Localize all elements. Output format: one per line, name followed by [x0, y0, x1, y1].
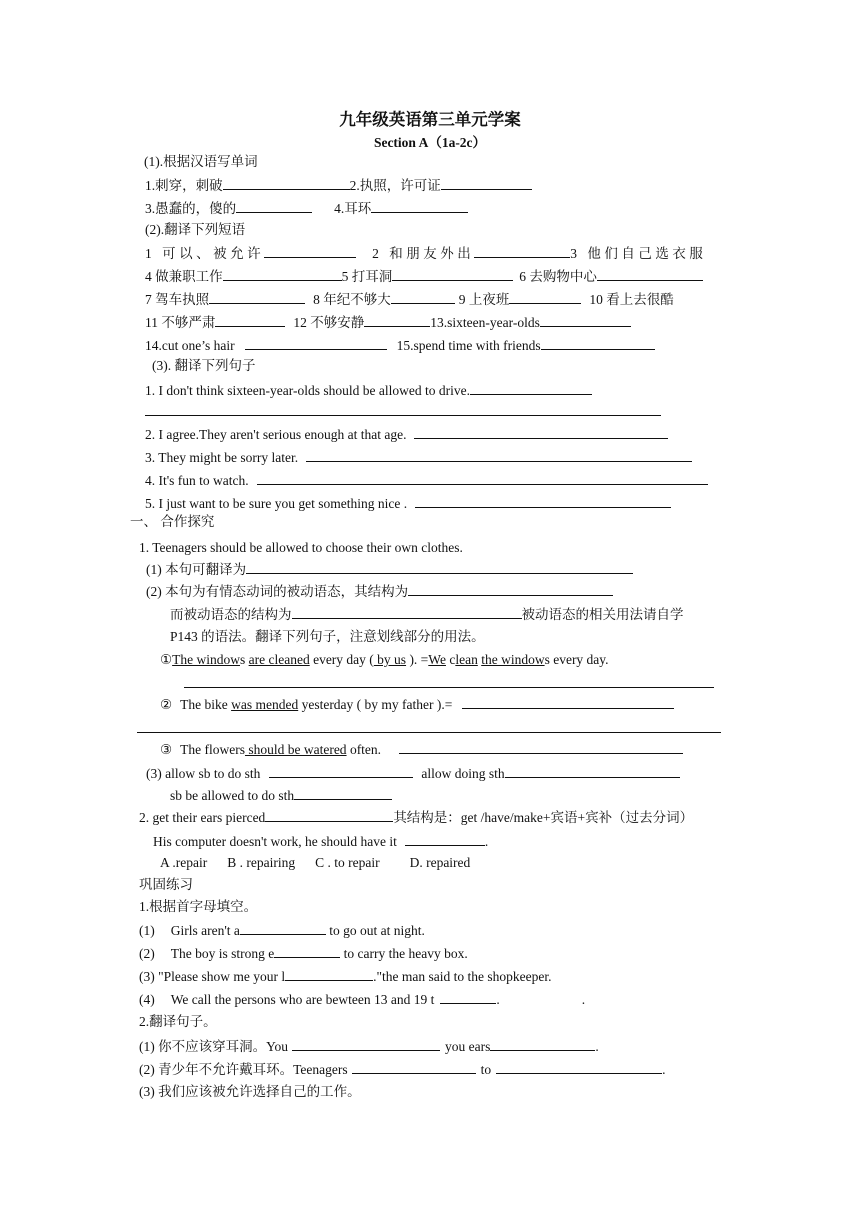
example-1-we: We	[428, 652, 446, 667]
page-title: 九年级英语第三单元学案	[339, 110, 521, 129]
page-subtitle: Section A（1a-2c）	[373, 135, 487, 150]
option-a[interactable]: A .repair	[160, 855, 208, 870]
example-1	[160, 651, 609, 669]
item-2-blank[interactable]	[265, 808, 393, 822]
phrase-7-label: 7 驾车执照	[145, 292, 210, 307]
fill-2-number: (2)	[139, 946, 155, 961]
phrase-row-4	[145, 313, 631, 332]
example-2-text-a: The bike	[180, 697, 232, 712]
sentence-1-answer-line[interactable]	[145, 415, 661, 416]
phrase-row-5	[145, 336, 655, 355]
word-1-label: 1.刺穿，刺破	[145, 178, 223, 193]
sentence-2	[145, 425, 668, 444]
example-2-answer-line[interactable]	[137, 732, 721, 733]
phrase-13-blank[interactable]	[540, 313, 631, 327]
phrase-6-label: 6 去购物中心	[519, 269, 597, 284]
sentence-4	[145, 471, 708, 490]
choice-question	[153, 832, 488, 851]
phrase-row-3	[145, 290, 674, 309]
phrase-14-blank[interactable]	[245, 336, 387, 350]
phrase-9-label: 9 上夜班	[458, 292, 510, 307]
fill-2-text-b: to carry the heavy box.	[340, 946, 468, 961]
example-1-subject: The window	[172, 652, 240, 667]
fill-1-blank[interactable]	[240, 921, 326, 935]
explore-heading: 一、 合作探究	[130, 514, 215, 529]
word-3-blank[interactable]	[236, 199, 312, 213]
word-2-blank[interactable]	[441, 176, 532, 190]
phrase-1-label: 1 可以、被允许	[145, 246, 265, 261]
phrase-9-blank[interactable]	[509, 290, 581, 304]
word-3-label: 3.愚蠢的，傻的	[145, 201, 237, 216]
sentence-1-blank[interactable]	[470, 381, 592, 395]
item-2-text-a: 2. get their ears pierced	[139, 810, 266, 825]
sentence-4-text: 4. It's fun to watch.	[145, 473, 249, 488]
example-1-verb: are cleaned	[248, 652, 310, 667]
fill-1-text-a: Girls aren't a	[170, 923, 240, 938]
fill-4-text-b: .	[496, 992, 500, 1007]
phrase-13-label: 13.sixteen-year-olds	[430, 315, 540, 330]
translate-1-blank-b[interactable]	[490, 1037, 595, 1051]
phrase-8-blank[interactable]	[391, 290, 455, 304]
sentence-2-blank[interactable]	[414, 425, 668, 439]
translate-1-text-b: you ears	[445, 1039, 491, 1054]
passive-b-text: 被动语态的相关用法请自学	[521, 607, 684, 622]
translate-2-end: .	[662, 1062, 666, 1077]
allow-3-text: sb be allowed to do sth	[170, 788, 295, 803]
fill-3-blank[interactable]	[285, 967, 373, 981]
sentence-3-blank[interactable]	[306, 448, 692, 462]
passive-structure-blank[interactable]	[292, 605, 522, 619]
phrase-row-1	[145, 244, 706, 263]
allow-2-blank[interactable]	[505, 764, 680, 778]
phrase-10-label: 10 看上去很酷	[589, 292, 674, 307]
practice-sub-1: 1.根据首字母填空。	[139, 899, 258, 914]
translate-3: (3) 我们应该被允许选择自己的工作。	[139, 1084, 361, 1099]
example-2	[160, 695, 674, 714]
word-4-blank[interactable]	[371, 199, 468, 213]
allow-3-blank[interactable]	[294, 786, 392, 800]
phrase-11-label: 11 不够严肃	[145, 315, 216, 330]
example-1-number: ①	[160, 652, 173, 667]
phrase-15-blank[interactable]	[541, 336, 655, 350]
example-2-blank[interactable]	[462, 695, 674, 709]
choice-question-blank[interactable]	[405, 832, 485, 846]
fill-1-text-b: to go out at night.	[325, 923, 425, 938]
example-1-clean: lean	[455, 652, 478, 667]
sentence-5	[145, 494, 671, 513]
choice-question-text: His computer doesn't work, he should have it	[153, 834, 397, 849]
explore-q1-text: (1) 本句可翻译为	[146, 562, 247, 577]
phrase-6-blank[interactable]	[597, 267, 703, 281]
sentence-4-blank[interactable]	[257, 471, 708, 485]
sentence-2-text: 2. I agree.They aren't serious enough at that age.	[145, 427, 407, 442]
fill-4	[139, 990, 585, 1009]
sentence-3	[145, 448, 692, 467]
explore-q1-blank[interactable]	[246, 560, 633, 574]
phrase-7-blank[interactable]	[209, 290, 305, 304]
example-3-text-c: often.	[346, 742, 382, 757]
fill-2	[139, 944, 468, 963]
explore-q2-blank[interactable]	[408, 582, 613, 596]
example-1-text-d: every day (	[309, 652, 374, 667]
translate-1-end: .	[595, 1039, 599, 1054]
example-1-text-b: s	[239, 652, 249, 667]
phrase-11-blank[interactable]	[215, 313, 285, 327]
translate-1-text: (1) 你不应该穿耳洞。You	[139, 1039, 289, 1054]
example-1-object: the window	[481, 652, 545, 667]
fill-2-blank[interactable]	[274, 944, 340, 958]
phrase-4-label: 4 做兼职工作	[145, 269, 223, 284]
passive-a-text: 而被动语态的结构为	[170, 607, 292, 622]
fill-4-text-c: .	[581, 992, 586, 1007]
fill-4-text-a: We call the persons who are bewteen 13 and 19 t	[170, 992, 435, 1007]
option-c[interactable]: C . to repair	[315, 855, 380, 870]
fill-1	[139, 921, 425, 940]
choice-question-end: .	[484, 834, 489, 849]
explore-q2	[146, 582, 613, 601]
word-4-label: 4.耳环	[334, 201, 372, 216]
phrase-4-blank[interactable]	[223, 267, 342, 281]
fill-3	[139, 967, 551, 986]
phrase-15-label: 15.spend time with friends	[396, 338, 541, 353]
option-b[interactable]: B . repairing	[227, 855, 296, 870]
phrase-1-blank[interactable]	[264, 244, 356, 258]
example-2-text-c: yesterday ( by my father ).=	[298, 697, 453, 712]
passive-structure-line	[170, 605, 684, 624]
explore-q2-text: (2) 本句为有情态动词的被动语态，其结构为	[146, 584, 409, 599]
phrase-8-label: 8 年纪不够大	[313, 292, 391, 307]
word-row-1	[145, 176, 532, 195]
fill-1-number: (1)	[139, 923, 155, 938]
phrase-row-2	[145, 267, 703, 286]
phrase-14-label: 14.cut one’s hair	[145, 338, 235, 353]
example-1-text-h: c	[445, 652, 456, 667]
allow-2-text: allow doing sth	[421, 766, 505, 781]
word-row-2	[145, 199, 468, 218]
example-3-number: ③	[160, 742, 173, 757]
item-2-text-b: 其结构是：get /have/make+宾语+宾补（过去分词）	[393, 810, 694, 825]
phrase-5-label: 5 打耳洞	[341, 269, 393, 284]
fill-3-text-b: ."the man said to the shopkeeper.	[373, 969, 552, 984]
practice-heading: 巩固练习	[139, 877, 193, 892]
phrase-3-label: 3 他们自己选衣服	[570, 246, 707, 261]
example-3-blank[interactable]	[399, 740, 683, 754]
phrase-12-label: 12 不够安静	[293, 315, 365, 330]
phrase-5-blank[interactable]	[392, 267, 513, 281]
explore-item-1: 1. Teenagers should be allowed to choose their own clothes.	[139, 540, 463, 555]
example-3	[160, 740, 683, 759]
translate-1	[139, 1037, 599, 1056]
part3-heading: (3). 翻译下列句子	[152, 358, 256, 373]
allow-1-text: (3) allow sb to do sth	[146, 766, 261, 781]
sentence-1-text: 1. I don't think sixteen-year-olds should be allowed to drive.	[145, 383, 470, 398]
translate-2-text: (2) 青少年不允许戴耳环。Teenagers	[139, 1062, 348, 1077]
word-1-blank[interactable]	[223, 176, 350, 190]
sentence-3-text: 3. They might be sorry later.	[145, 450, 299, 465]
practice-sub-2: 2.翻译句子。	[139, 1014, 217, 1029]
fill-3-text-a: (3) "Please show me your l	[139, 969, 286, 984]
example-2-number: ②	[160, 697, 173, 712]
sentence-1	[145, 381, 592, 400]
part2-heading: (2).翻译下列短语	[145, 222, 246, 237]
explore-item-2	[139, 808, 693, 827]
translate-2-blank-a[interactable]	[352, 1060, 476, 1074]
part1-heading: (1).根据汉语写单词	[144, 154, 258, 169]
sentence-5-blank[interactable]	[415, 494, 671, 508]
allow-1-blank[interactable]	[269, 764, 413, 778]
example-2-verb: was mended	[231, 697, 299, 712]
option-d[interactable]: D. repaired	[409, 855, 471, 870]
example-3-text-a: The flowers	[180, 742, 245, 757]
translate-1-blank-a[interactable]	[292, 1037, 440, 1051]
translate-2-blank-b[interactable]	[496, 1060, 662, 1074]
translate-2-text-b: to	[480, 1062, 492, 1077]
passive-c-text: P143 的语法。翻译下列句子，注意划线部分的用法。	[170, 629, 485, 644]
example-1-text-l: s every day.	[544, 652, 609, 667]
phrase-12-blank[interactable]	[364, 313, 430, 327]
example-3-verb: should be watered	[244, 742, 347, 757]
example-1-answer-line[interactable]	[184, 687, 714, 688]
fill-4-blank[interactable]	[440, 990, 496, 1004]
explore-q1	[146, 560, 633, 579]
translate-2	[139, 1060, 666, 1079]
example-1-text-f: ). =	[406, 652, 429, 667]
word-2-label: 2.执照，许可证	[349, 178, 441, 193]
fill-2-text-a: The boy is strong e	[170, 946, 275, 961]
choice-options	[160, 854, 470, 872]
sentence-5-text: 5. I just want to be sure you get something nice .	[145, 496, 408, 511]
phrase-2-blank[interactable]	[474, 244, 570, 258]
phrase-2-label: 2 和朋友外出	[372, 246, 475, 261]
fill-4-number: (4)	[139, 992, 155, 1007]
allow-3-line	[170, 786, 392, 805]
example-1-agent: by us	[373, 652, 407, 667]
allow-line	[146, 764, 680, 783]
